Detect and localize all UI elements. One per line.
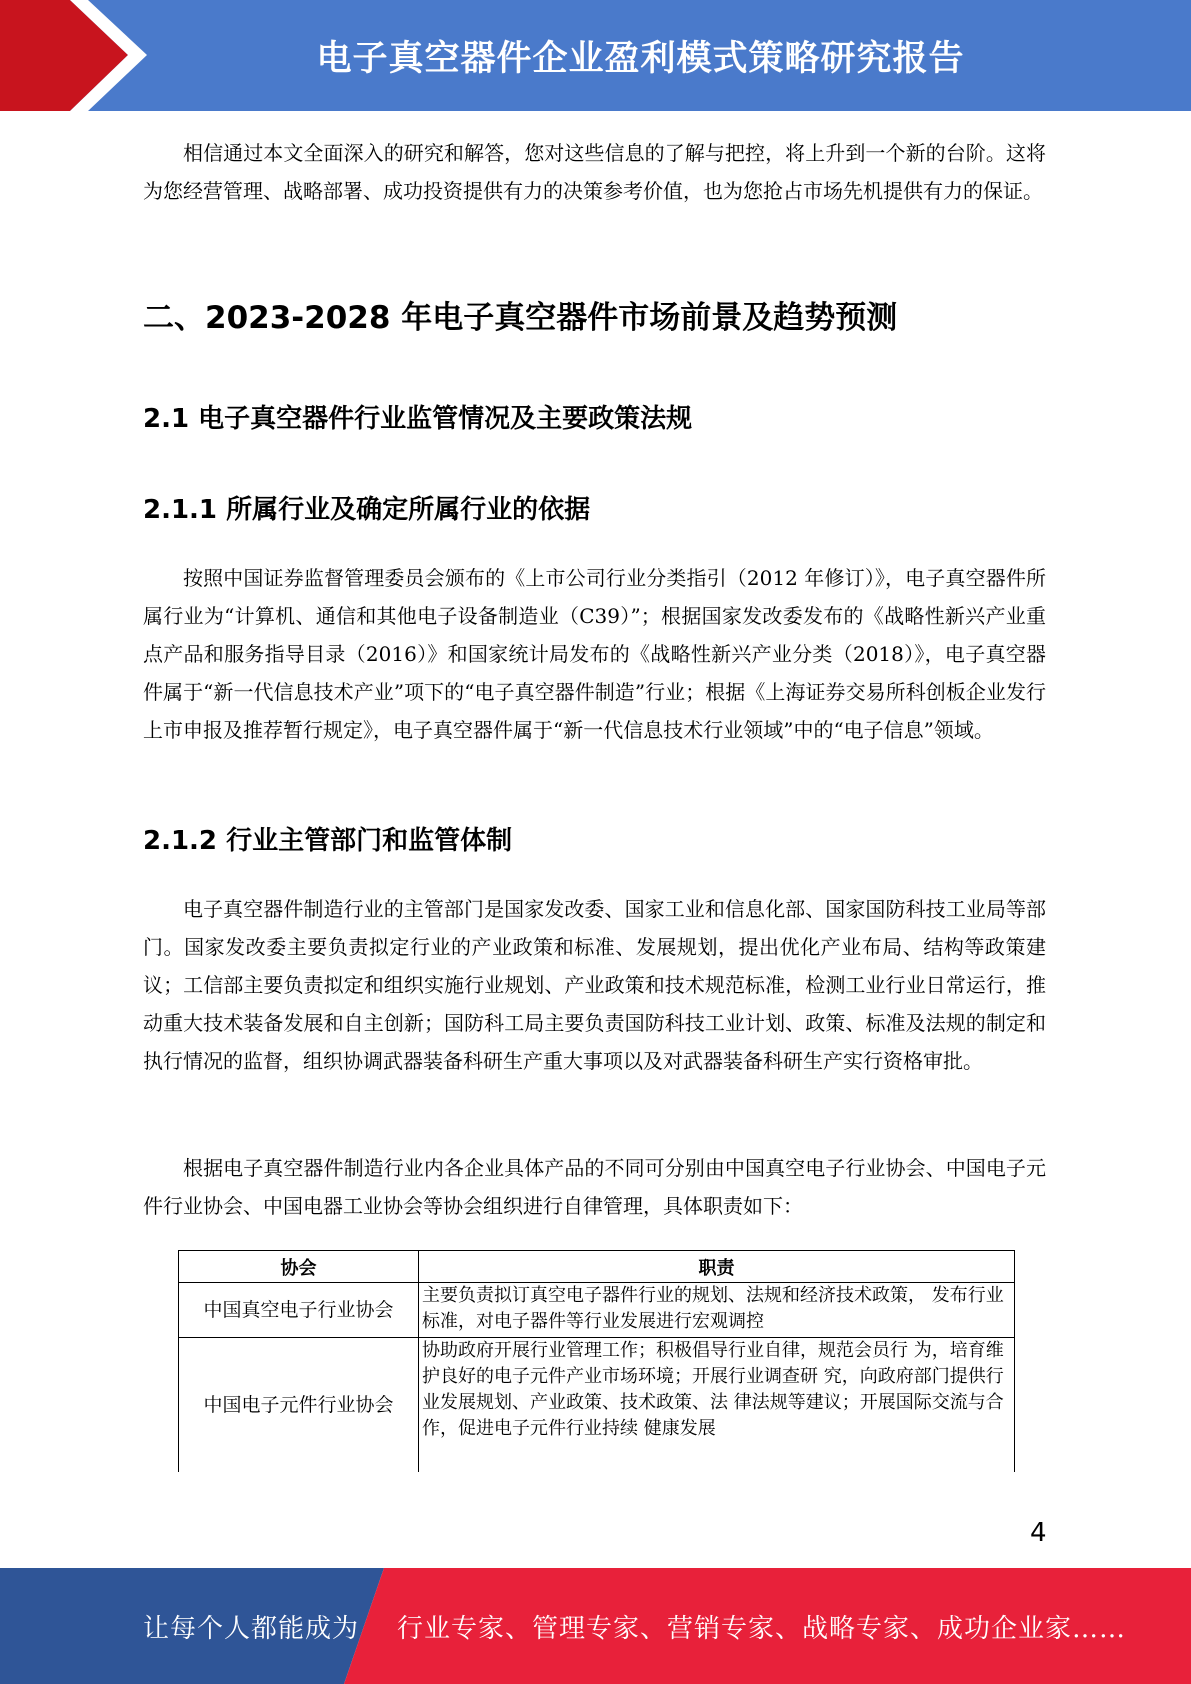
association-name: 中国真空电子行业协会 xyxy=(179,1283,419,1338)
column-header-association: 协会 xyxy=(179,1251,419,1283)
page-header xyxy=(0,0,1191,111)
association-duty: 主要负责拟订真空电子器件行业的规划、法规和经济技术政策， 发布行业标准，对电子器件等行业发展进行宏观调控 xyxy=(419,1283,1015,1338)
association-intro-paragraph: 根据电子真空器件制造行业内各企业具体产品的不同可分别由中国真空电子行业协会、中国电子元件行业协会、中国电器工业协会等协会组织进行自律管理，具体职责如下： xyxy=(143,1156,1046,1218)
column-header-duties: 职责 xyxy=(419,1251,1015,1283)
section-heading: 二、2023-2028 年电子真空器件市场前景及趋势预测 xyxy=(143,300,898,336)
regulator-paragraph: 电子真空器件制造行业的主管部门是国家发改委、国家工业和信息化部、国家国防科技工业局等部门。国家发改委主要负责拟定行业的产业政策和标准、发展规划，提出优化产业布局、结构等政策建议；工信部主要负责拟定和组织实施行业规划、产业政策和技术规范标准，检测工业行业日常运行，推动重大技术装备发展和自主创新；国防科工局主要负责国防科技工业计划、政策、标准及法规的制定和执行情况的监督，组织协调武器装备科研生产重大事项以及对武器装备科研生产实行资格审批。 xyxy=(143,897,1046,1073)
association-duty: 协助政府开展行业管理工作；积极倡导行业自律，规范会员行 为，培育维护良好的电子元件产业市场环境；开展行业调查研 究，向政府部门提供行业发展规划、产业政策、技术政策、法 律法规等建议；开展国际交流与合作，促进电子元件行业持续 健康发展 xyxy=(419,1338,1015,1473)
intro-paragraph: 相信通过本文全面深入的研究和解答，您对这些信息的了解与把控，将上升到一个新的台阶。这将为您经营管理、战略部署、成功投资提供有力的决策参考价值，也为您抢占市场先机提供有力的保证。 xyxy=(143,141,1046,203)
association-name: 中国电子元件行业协会 xyxy=(179,1338,419,1473)
footer-slogan-right: 行业专家、管理专家、营销专家、战略专家、成功企业家…… xyxy=(397,1613,1127,1644)
subsection-heading-2-1-2: 2.1.2 行业主管部门和监管体制 xyxy=(143,826,513,856)
subsection-heading-2-1: 2.1 电子真空器件行业监管情况及主要政策法规 xyxy=(143,404,693,434)
table-row xyxy=(179,1338,1015,1473)
report-title: 电子真空器件企业盈利模式策略研究报告 xyxy=(316,38,965,79)
subsection-heading-2-1-1: 2.1.1 所属行业及确定所属行业的依据 xyxy=(143,495,591,525)
association-duties-table xyxy=(178,1250,1015,1472)
page-footer xyxy=(0,1568,1191,1684)
footer-slogan-left: 让每个人都能成为 xyxy=(143,1613,360,1644)
table-header-row xyxy=(179,1251,1015,1283)
table-row xyxy=(179,1283,1015,1338)
industry-classification-paragraph: 按照中国证券监督管理委员会颁布的《上市公司行业分类指引（2012 年修订）》，电子真空器件所属行业为“计算机、通信和其他电子设备制造业（C39）”；根据国家发改委发布的《战略性新兴产业重点产品和服务指导目录（2016）》和国家统计局发布的《战略性新兴产业分类（2018）》，电子真空器件属于“新一代信息技术产业”项下的“电子真空器件制造”行业；根据《上海证券交易所科创板企业发行上市申报及推荐暂行规定》，电子真空器件属于“新一代信息技术行业领域”中的“电子信息”领域。 xyxy=(143,566,1046,742)
page-number: 4 xyxy=(1030,1518,1047,1548)
